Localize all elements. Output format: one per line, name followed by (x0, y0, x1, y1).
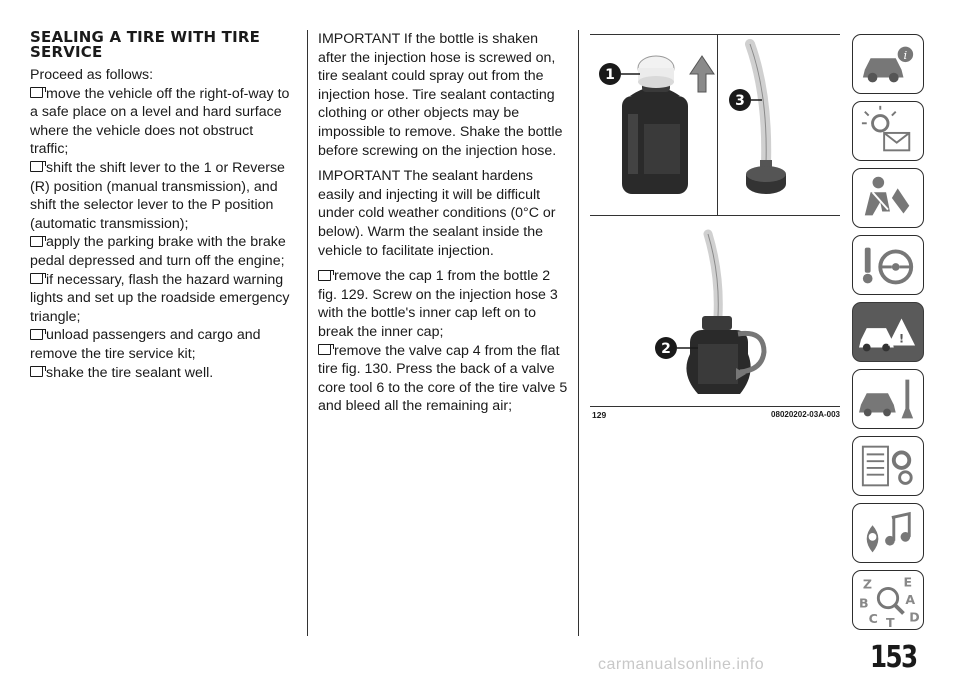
column-divider-right (578, 30, 579, 636)
svg-text:D: D (909, 609, 920, 625)
tab-technical-data[interactable] (852, 436, 924, 496)
watermark: carmanualsonline.info (598, 656, 765, 673)
step-item: remove the cap 1 from the bottle 2 fig. 129. Screw on the injection hose 3 with the bottle's inner cap left on to break the inner cap; (318, 268, 558, 340)
bullet-icon (30, 161, 43, 172)
bullet-icon (30, 366, 43, 377)
tab-breakdown-emergency[interactable] (852, 302, 924, 362)
column-divider-left (307, 30, 308, 636)
injection-hose (746, 44, 786, 194)
tab-car-maintenance[interactable] (852, 369, 924, 429)
bullet-icon (318, 270, 331, 281)
svg-text:T: T (886, 615, 895, 629)
svg-text:B: B (859, 595, 869, 611)
warning-lights-icon (853, 102, 923, 160)
car-info-icon (853, 35, 923, 93)
svg-text:A: A (905, 591, 916, 607)
tab-steering-wheel-key[interactable] (852, 235, 924, 295)
figure-number: 129 (592, 410, 607, 420)
seatbelt-airbag-icon (853, 169, 923, 227)
breakdown-emergency-icon (853, 303, 923, 361)
bullet-icon (30, 236, 43, 247)
step-item: remove the valve cap 4 from the flat tire fig. 130. Press the back of a valve core tool 6 to the core of the tire valve 5 and bleed all the remaining air; (318, 342, 568, 415)
svg-text:3: 3 (735, 93, 745, 109)
important-note-1: IMPORTANT If the bottle is shaken after the injection hose is screwed on, tire sealant could spray out from the injection hose. Tire sealant contacting clothing or other objects may be impossible to remove. Shake the bottle before screwing on the injection hose. (318, 31, 563, 159)
step-item: if necessary, flash the hazard warning lights and set up the roadside emergency triangle; (30, 271, 290, 325)
svg-text:1: 1 (605, 67, 615, 83)
multimedia-icon (853, 504, 923, 562)
tab-car-info[interactable] (852, 34, 924, 94)
sealant-bottle-with-cap (622, 56, 714, 194)
tab-multimedia[interactable] (852, 503, 924, 563)
bullet-icon (30, 329, 43, 340)
text-column-middle (318, 30, 570, 416)
step-item: shake the tire sealant well. (30, 364, 295, 383)
svg-text:!: ! (898, 331, 905, 346)
important-note-2: IMPORTANT The sealant hardens easily and injecting it will be difficult under cold weather conditions (0°C or below). Warm the sealant inside the vehicle to facilitate injection. (318, 168, 556, 259)
tire-sealant-illustration (590, 34, 840, 410)
svg-text:i: i (903, 48, 908, 63)
tab-warning-lights[interactable] (852, 101, 924, 161)
index-icon (853, 571, 923, 629)
figure-code: 08020202-03A-003 (771, 410, 840, 419)
section-heading: SEALING A TIRE WITH TIRE SERVICE (30, 28, 261, 61)
steering-wheel-key-icon (853, 236, 923, 294)
page-number: 153 (870, 640, 917, 675)
svg-text:Z: Z (862, 576, 872, 592)
car-maintenance-icon (853, 370, 923, 428)
tab-index[interactable] (852, 570, 924, 630)
technical-data-icon (853, 437, 923, 495)
bullet-icon (318, 344, 331, 355)
svg-text:E: E (903, 574, 913, 590)
text-column-left (30, 30, 295, 382)
bottle-with-hose (686, 234, 764, 394)
svg-text:2: 2 (661, 341, 671, 357)
callout-1 (599, 63, 640, 85)
step-item: apply the parking brake with the brake pedal depressed and turn off the engine; (30, 234, 286, 269)
step-item: shift the shift lever to the 1 or Reverse (R) position (manual transmission), and shift the selector lever to the P position (automatic transmission); (30, 159, 285, 232)
svg-text:C: C (868, 611, 878, 627)
bullet-icon (30, 273, 43, 284)
step-item: unload passengers and cargo and remove the tire service kit; (30, 327, 261, 362)
step-item: move the vehicle off the right-of-way to a safe place on a level and hard surface where the vehicle does not obstruct traffic; (30, 85, 290, 158)
bullet-icon (30, 87, 43, 98)
tab-seatbelt-airbag[interactable] (852, 168, 924, 228)
intro-text: Proceed as follows: (30, 67, 154, 83)
